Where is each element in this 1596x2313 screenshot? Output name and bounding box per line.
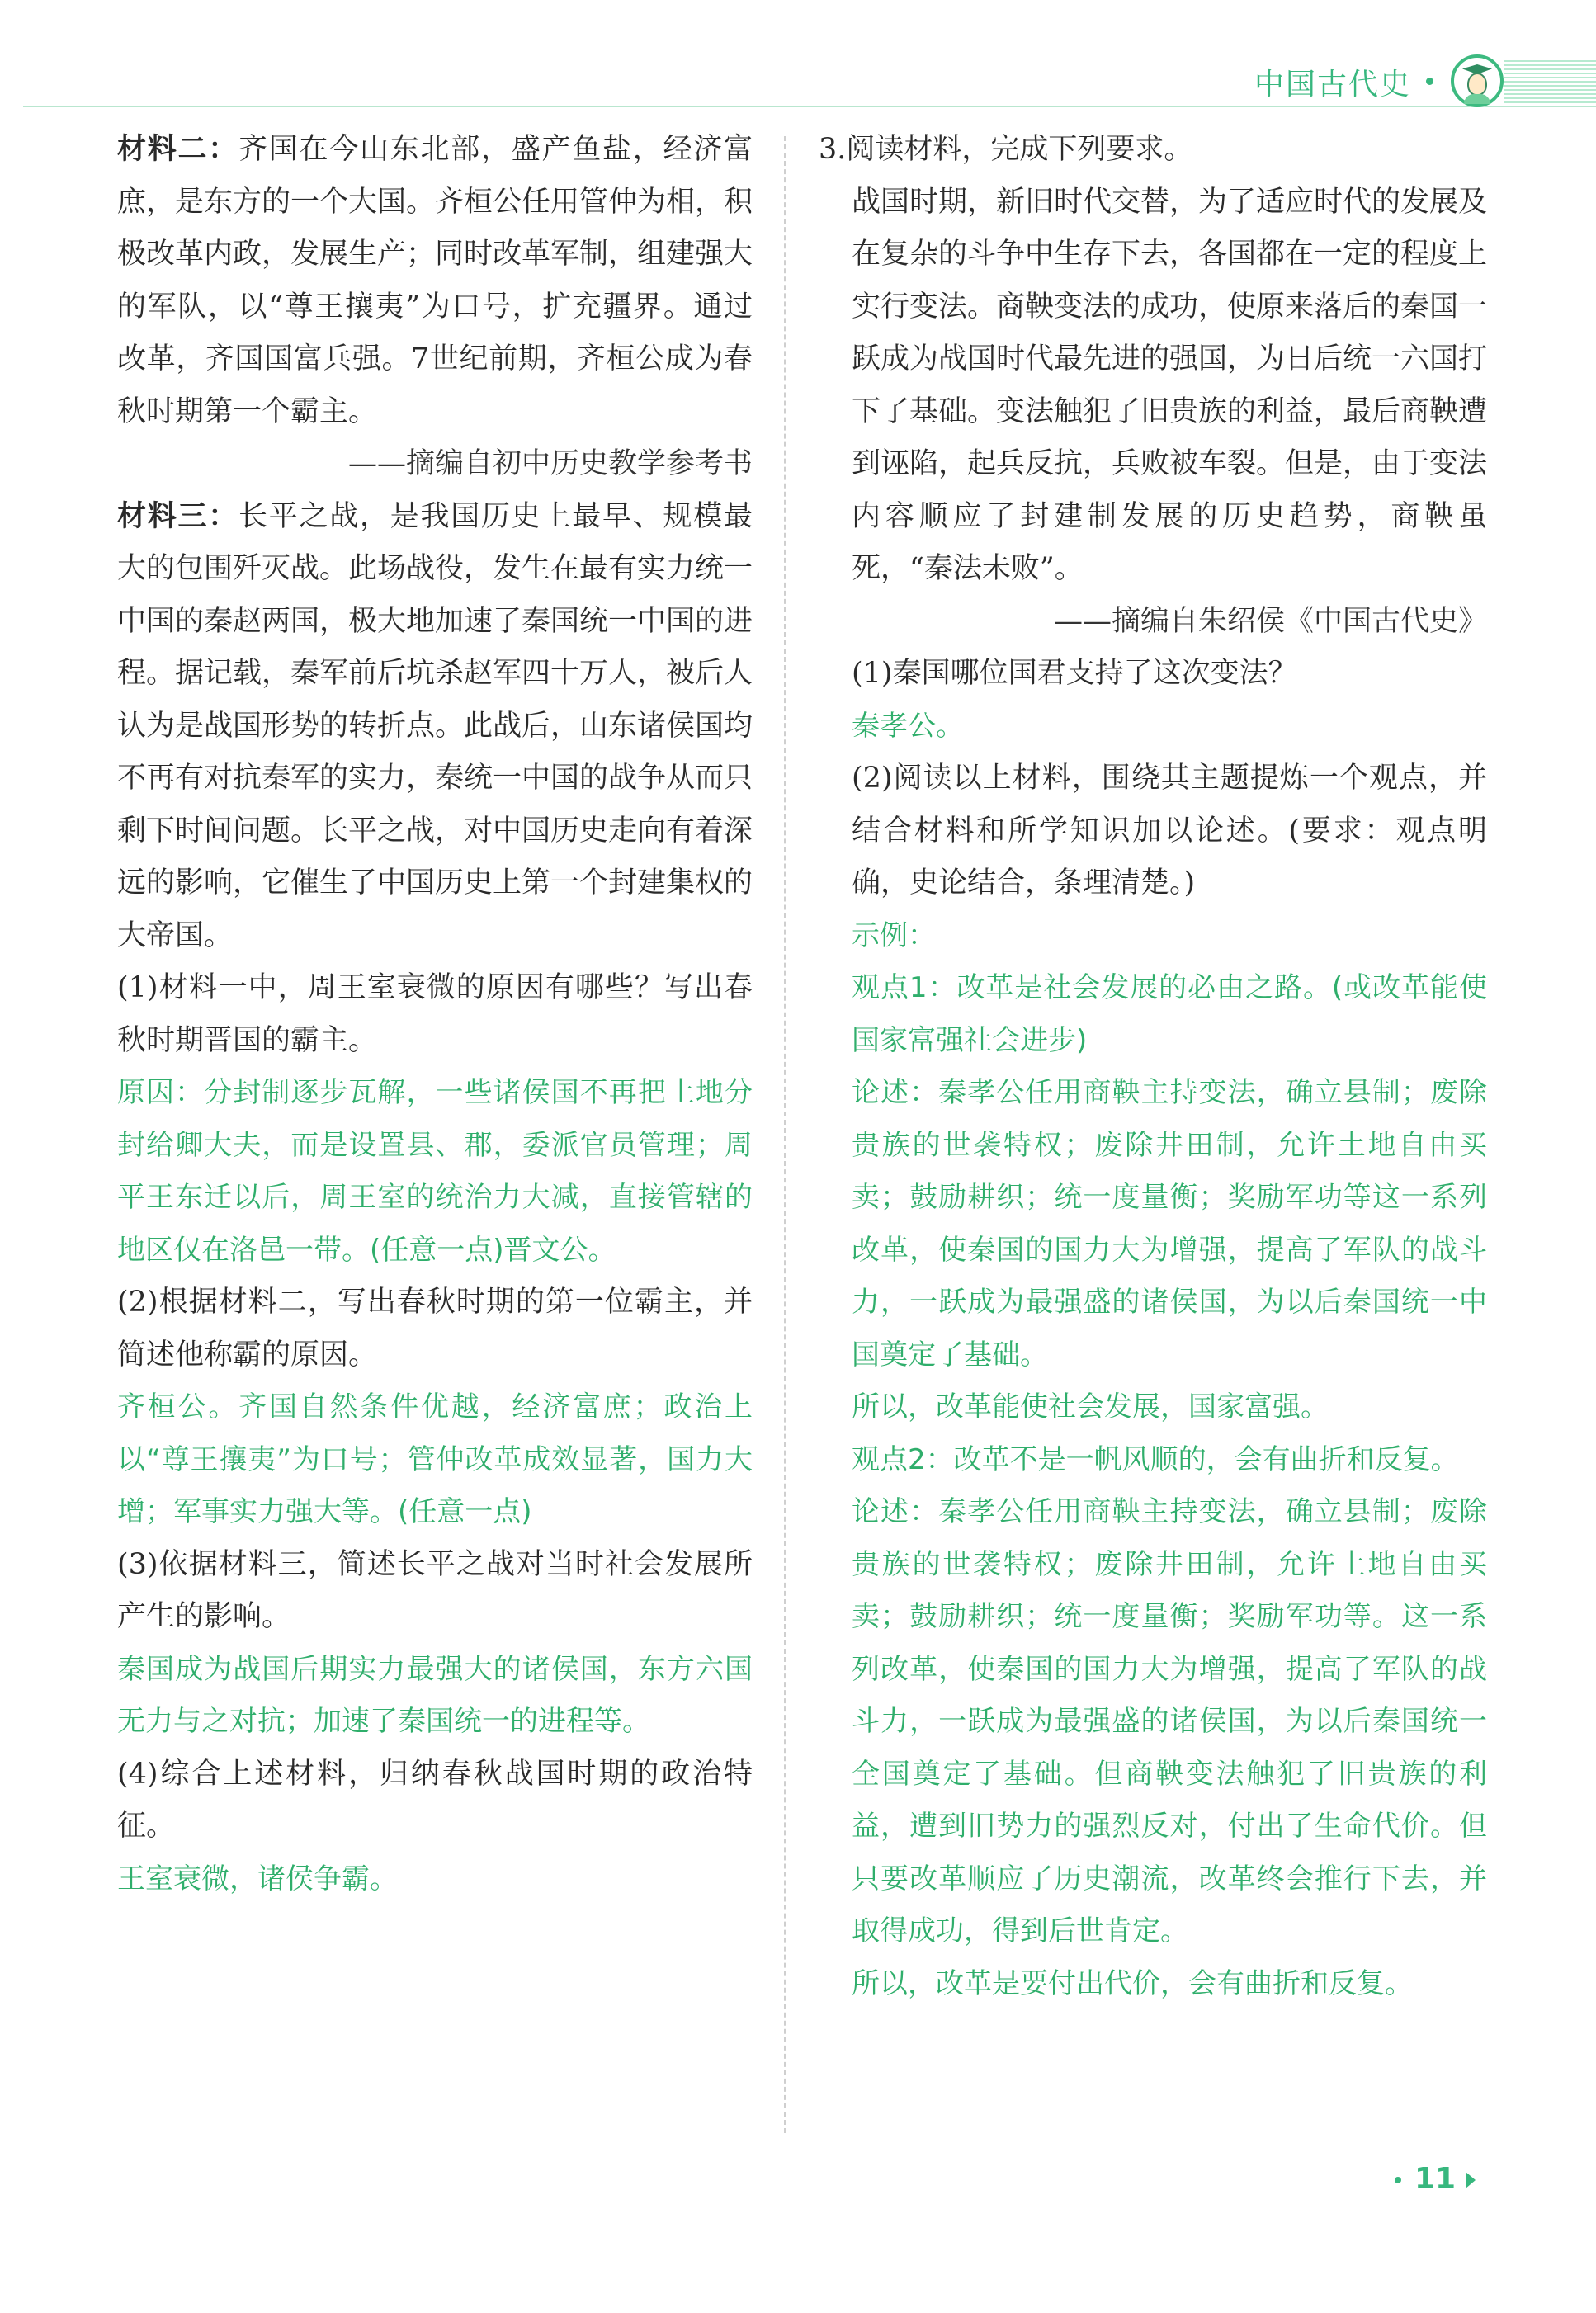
answer-4: 王室衰微，诸侯争霸。	[117, 1862, 398, 1895]
material-2-source: ——摘编自初中历史教学参考书	[347, 447, 753, 480]
conclusion-2: 所以，改革是要付出代价，会有曲折和反复。	[852, 1966, 1413, 2000]
example-label: 示例：	[852, 918, 936, 952]
header-dot	[1426, 78, 1433, 85]
r-question-2: (2)阅读以上材料，围绕其主题提炼一个观点，并结合材料和所学知识加以论述。(要求：观点明确，史论结合，条理清楚。)	[852, 762, 1487, 899]
page-dot	[1395, 2177, 1401, 2183]
page-number-text: 11	[1414, 2162, 1457, 2196]
header-stripes	[1504, 58, 1596, 104]
material-2-label: 材料二：	[117, 133, 238, 166]
conclusion-1: 所以，改革能使社会发展，国家富强。	[852, 1390, 1329, 1423]
viewpoint-1: 观点1：改革是社会发展的必由之路。(或改革能使国家富强社会进步)	[852, 971, 1487, 1057]
header-rule	[23, 106, 1596, 107]
question-1: (1)材料一中，周王室衰微的原因有哪些？写出春秋时期晋国的霸主。	[117, 971, 753, 1057]
page-header	[23, 50, 1596, 109]
material-source: ——摘编自朱绍侯《中国古代史》	[1053, 604, 1487, 638]
answer-1: 原因：分封制逐步瓦解，一些诸侯国不再把土地分封给卿大夫，而是设置县、郡，委派官员管理；周平王东迁以后，周王室的统治力大减，直接管辖的地区仅在洛邑一带。(任意一点)晋文公。	[117, 1076, 753, 1267]
material-2-text: 齐国在今山东北部，盛产鱼盐，经济富庶，是东方的一个大国。齐桓公任用管仲为相，积极改革内政，发展生产；同时改革军制，组建强大的军队，以“尊王攘夷”为口号，扩充疆界。通过改革，齐国国富兵强。7世纪前期，齐桓公成为春秋时期第一个霸主。	[117, 133, 753, 428]
page-number	[1395, 2162, 1476, 2196]
scholar-avatar-icon	[1451, 54, 1504, 107]
right-column	[819, 124, 1487, 2010]
section-title: 中国古代史	[1254, 68, 1412, 101]
column-divider	[784, 136, 786, 2133]
task-heading: 3.阅读材料，完成下列要求。	[819, 133, 1193, 166]
question-4: (4)综合上述材料，归纳春秋战国时期的政治特征。	[117, 1757, 753, 1843]
question-2: (2)根据材料二，写出春秋时期的第一位霸主，并简述他称霸的原因。	[117, 1286, 753, 1371]
argument-1: 论述：秦孝公任用商鞅主持变法，确立县制；废除贵族的世袭特权；废除井田制，允许土地自由买卖；鼓励耕织；统一度量衡；奖励军功等这一系列改革，使秦国的国力大为增强，提高了军队的战斗力，一跃成为最强盛的诸侯国，为以后秦国统一中国奠定了基础。	[852, 1076, 1487, 1371]
answer-2: 齐桓公。齐国自然条件优越，经济富庶；政治上以“尊王攘夷”为口号；管仲改革成效显著，国力大增；军事实力强大等。(任意一点)	[117, 1390, 753, 1528]
material-2	[117, 124, 753, 438]
material-3-text: 长平之战，是我国历史上最早、规模最大的包围歼灭战。此场战役，发生在最有实力统一中国的秦赵两国，极大地加速了秦国统一中国的进程。据记载，秦军前后坑杀赵军四十万人，被后人认为是战国形势的转折点。此战后，山东诸侯国均不再有对抗秦军的实力，秦统一中国的战争从而只剩下时间问题。长平之战，对中国历史走向有着深远的影响，它催生了中国历史上第一个封建集权的大帝国。	[117, 499, 753, 952]
question-3: (3)依据材料三，简述长平之战对当时社会发展所产生的影响。	[117, 1547, 753, 1633]
material-3	[117, 491, 753, 963]
material-text: 战国时期，新旧时代交替，为了适应时代的发展及在复杂的斗争中生存下去，各国都在一定的程度上实行变法。商鞅变法的成功，使原来落后的秦国一跃成为战国时代最先进的强国，为日后统一六国打下了基础。变法触犯了旧贵族的利益，最后商鞅遭到诬陷，起兵反抗，兵败被车裂。但是，由于变法内容顺应了封建制发展的历史趋势，商鞅虽死，“秦法未败”。	[852, 185, 1488, 585]
r-question-1: (1)秦国哪位国君支持了这次变法？	[852, 657, 1297, 690]
left-column	[117, 124, 753, 1905]
argument-2: 论述：秦孝公任用商鞅主持变法，确立县制；废除贵族的世袭特权；废除井田制，允许土地自由买卖；鼓励耕织；统一度量衡；奖励军功等。这一系列改革，使秦国的国力大为增强，提高了军队的战斗力，一跃成为最强盛的诸侯国，为以后秦国统一全国奠定了基础。但商鞅变法触犯了旧贵族的利益，遭到旧势力的强烈反对，付出了生命代价。但只要改革顺应了历史潮流，改革终会推行下去，并取得成功，得到后世肯定。	[852, 1495, 1487, 1947]
material-3-label: 材料三：	[117, 499, 238, 533]
r-answer-1: 秦孝公。	[852, 709, 964, 743]
viewpoint-2: 观点2：改革不是一帆风顺的，会有曲折和反复。	[852, 1442, 1459, 1476]
answer-3: 秦国成为战国后期实力最强大的诸侯国，东方六国无力与之对抗；加速了秦国统一的进程等。	[117, 1652, 753, 1738]
arrow-right-icon	[1466, 2172, 1476, 2188]
